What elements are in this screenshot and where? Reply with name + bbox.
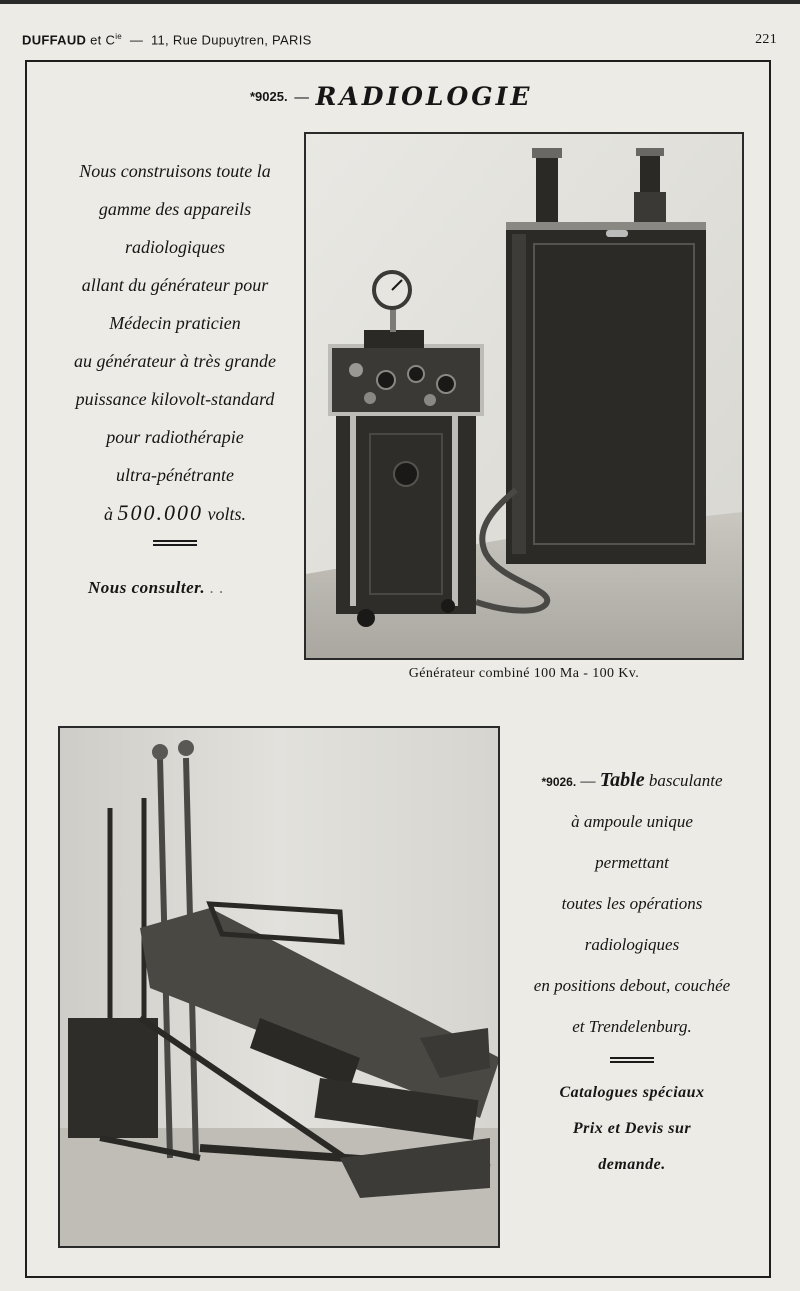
top-edge-line	[0, 0, 800, 4]
company-suffix-sup: ie	[115, 32, 123, 41]
description-line: toutes les opérations	[561, 894, 703, 913]
generator-photo-caption: Générateur combiné 100 Ma - 100 Kv.	[408, 666, 640, 681]
control-panel	[330, 346, 482, 414]
description-line: permettant	[595, 853, 669, 872]
dotted-leader: . .	[205, 578, 225, 597]
section-title-radiologie	[250, 82, 532, 111]
description-line: Nous construisons toute la	[79, 161, 271, 181]
voltage-suffix: volts.	[203, 504, 246, 524]
tilting-table-photo-drawing	[60, 728, 498, 1246]
section2-heading	[512, 760, 752, 801]
catalog-number-9026: *9026.	[541, 775, 577, 789]
generator-photo	[304, 132, 744, 660]
consult-text: Nous consulter.	[88, 578, 206, 597]
generator-description	[50, 152, 300, 546]
catalog-number-9025: *9025.	[250, 89, 288, 104]
section-heading: RADIOLOGIE	[315, 82, 533, 111]
description-line: à ampoule unique	[571, 812, 693, 831]
tilting-table-description	[512, 760, 752, 1183]
description-line: puissance kilovolt-standard	[75, 389, 275, 409]
description-line: et Trendelenburg.	[572, 1017, 692, 1036]
double-rule-divider	[153, 540, 197, 546]
transformer-bushing-right	[640, 152, 660, 192]
voltage-value: 500.000	[117, 500, 203, 525]
heading-dash: —	[576, 771, 600, 790]
description-line: Médecin praticien	[109, 313, 241, 333]
description-line: pour radiothérapie	[106, 427, 244, 447]
heading-table-word: Table	[599, 769, 645, 791]
transformer-cabinet	[506, 222, 706, 564]
company-suffix: et C	[86, 32, 116, 48]
header-company-address	[22, 32, 312, 47]
description-line: radiologiques	[124, 237, 225, 257]
description-line: radiologiques	[584, 935, 680, 954]
company-name: DUFFAUD	[22, 32, 87, 48]
generator-photo-drawing	[306, 134, 742, 658]
transformer-bushing-left	[536, 152, 558, 222]
footer-line: Prix et Devis sur	[572, 1120, 692, 1137]
voltage-prefix: à	[104, 504, 118, 524]
base-cabinet	[68, 1018, 158, 1138]
page-number: 221	[755, 32, 777, 47]
double-rule-divider	[610, 1057, 654, 1063]
description-line: en positions debout, couchée	[533, 976, 731, 995]
page-header	[22, 32, 777, 50]
title-dash: —	[293, 87, 310, 106]
footer-line: demande.	[598, 1156, 666, 1173]
tilting-table-photo	[58, 726, 500, 1248]
consult-note	[88, 578, 224, 598]
footer-line: Catalogues spéciaux	[559, 1084, 705, 1101]
description-line: au générateur à très grande	[74, 351, 276, 371]
description-line: ultra-pénétrante	[116, 465, 234, 485]
description-line: gamme des appareils	[98, 199, 252, 219]
header-address: — 11, Rue Dupuytren, PARIS	[122, 32, 312, 48]
heading-rest: basculante	[644, 771, 723, 790]
voltage-line	[50, 494, 300, 532]
description-line: allant du générateur pour	[81, 275, 269, 295]
